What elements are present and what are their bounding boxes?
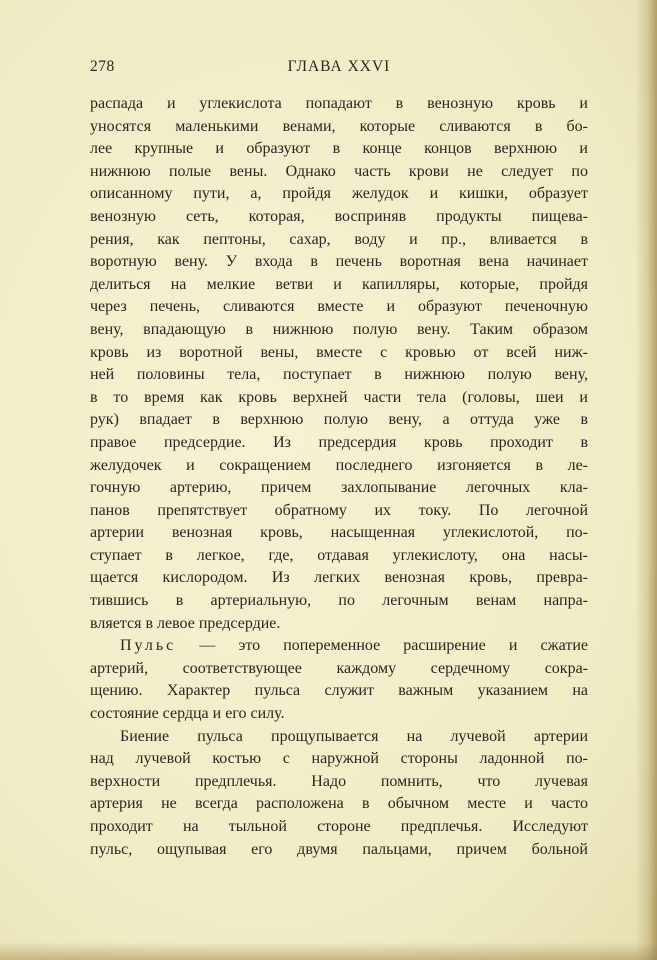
text-line: вену, впадающую в нижнюю полую вену. Таким образом xyxy=(90,320,588,338)
text-line: ней половины тела, поступает в нижнюю полую вену, xyxy=(90,366,588,384)
text-fragment: — это попеременное расширение и сжатие xyxy=(176,637,588,655)
text-line: вляется в левое предсердие. xyxy=(90,614,281,632)
paragraph xyxy=(90,93,588,635)
text-line: состояние сердца и его силу. xyxy=(90,705,285,723)
text-line: панов препятствует обратному их току. По легочной xyxy=(90,501,588,519)
text-line: лее крупные и образуют в конце концов верхнюю и xyxy=(90,140,588,158)
page-header xyxy=(90,58,588,80)
text-line xyxy=(90,635,588,658)
term-spaced: Пульс xyxy=(120,637,177,655)
text-line: проходит на тыльной стороне предплечья. Исследуют xyxy=(90,818,588,835)
text-line: распада и углекислота попадают в венозную кровь и xyxy=(90,95,588,112)
text-line: артерий, соответствующее каждому сердечному сокра- xyxy=(90,659,588,677)
text-line: воротную вену. У входа в печень воротная вена начинает xyxy=(90,253,588,271)
text-line: нижнюю полые вены. Однако часть крови не следует по xyxy=(90,162,588,180)
text-line: рения, как пептоны, сахар, воду и пр., вливается в xyxy=(90,230,588,248)
text-line: рук) впадает в верхнюю полую вену, а оттуда уже в xyxy=(90,411,588,429)
text-line: артерия не всегда расположена в обычном месте и часто xyxy=(90,795,588,813)
text-line: уносятся маленькими венами, которые сливаются в бо- xyxy=(90,117,588,135)
text-line: верхности предплечья. Надо помнить, что лучевая xyxy=(90,772,588,790)
text-line: щается кислородом. Из легких венозная кровь, превра- xyxy=(90,569,588,587)
page-bottom-shadow xyxy=(0,942,657,960)
text-line: в то время как кровь верхней части тела (головы, шеи и xyxy=(90,388,588,406)
running-title: ГЛАВА XXVI xyxy=(287,58,391,75)
text-line: ступает в легкое, где, отдавая углекислоту, она насы- xyxy=(90,546,588,564)
body-text xyxy=(90,93,588,861)
text-line: тившись в артериальную, по легочным венам напра- xyxy=(90,592,588,610)
text-line: делиться на мелкие ветви и капилляры, которые, пройдя xyxy=(90,275,588,293)
text-line: пульс, ощупывая его двумя пальцами, причем больной xyxy=(90,840,588,858)
text-line: описанному пути, а, пройдя желудок и кишки, образует xyxy=(90,185,588,203)
paragraph xyxy=(90,635,588,725)
text-line: щению. Характер пульса служит важным указанием на xyxy=(90,682,588,700)
paragraph xyxy=(90,726,588,862)
text-line: правое предсердие. Из предсердия кровь проходит в xyxy=(90,433,588,451)
text-line: через печень, сливаются вместе и образуют печеночную xyxy=(90,298,588,316)
text-line: Биение пульса прощупывается на лучевой артерии xyxy=(120,727,588,745)
text-line: кровь из воротной вены, вместе с кровью от всей ниж- xyxy=(90,343,588,361)
text-line: артерии венозная кровь, насыщенная углекислотой, по- xyxy=(90,524,588,542)
text-line: над лучевой костью с наружной стороны ладонной по- xyxy=(90,750,588,768)
text-line: венозную сеть, которая, восприняв продукты пищева- xyxy=(90,207,588,225)
text-line: желудочек и сокращением последнего изгоняется в ле- xyxy=(90,456,588,474)
text-line: гочную артерию, причем захлопывание легочных кла- xyxy=(90,479,588,497)
page-edge-shadow xyxy=(635,0,657,960)
page-number: 278 xyxy=(90,58,115,75)
